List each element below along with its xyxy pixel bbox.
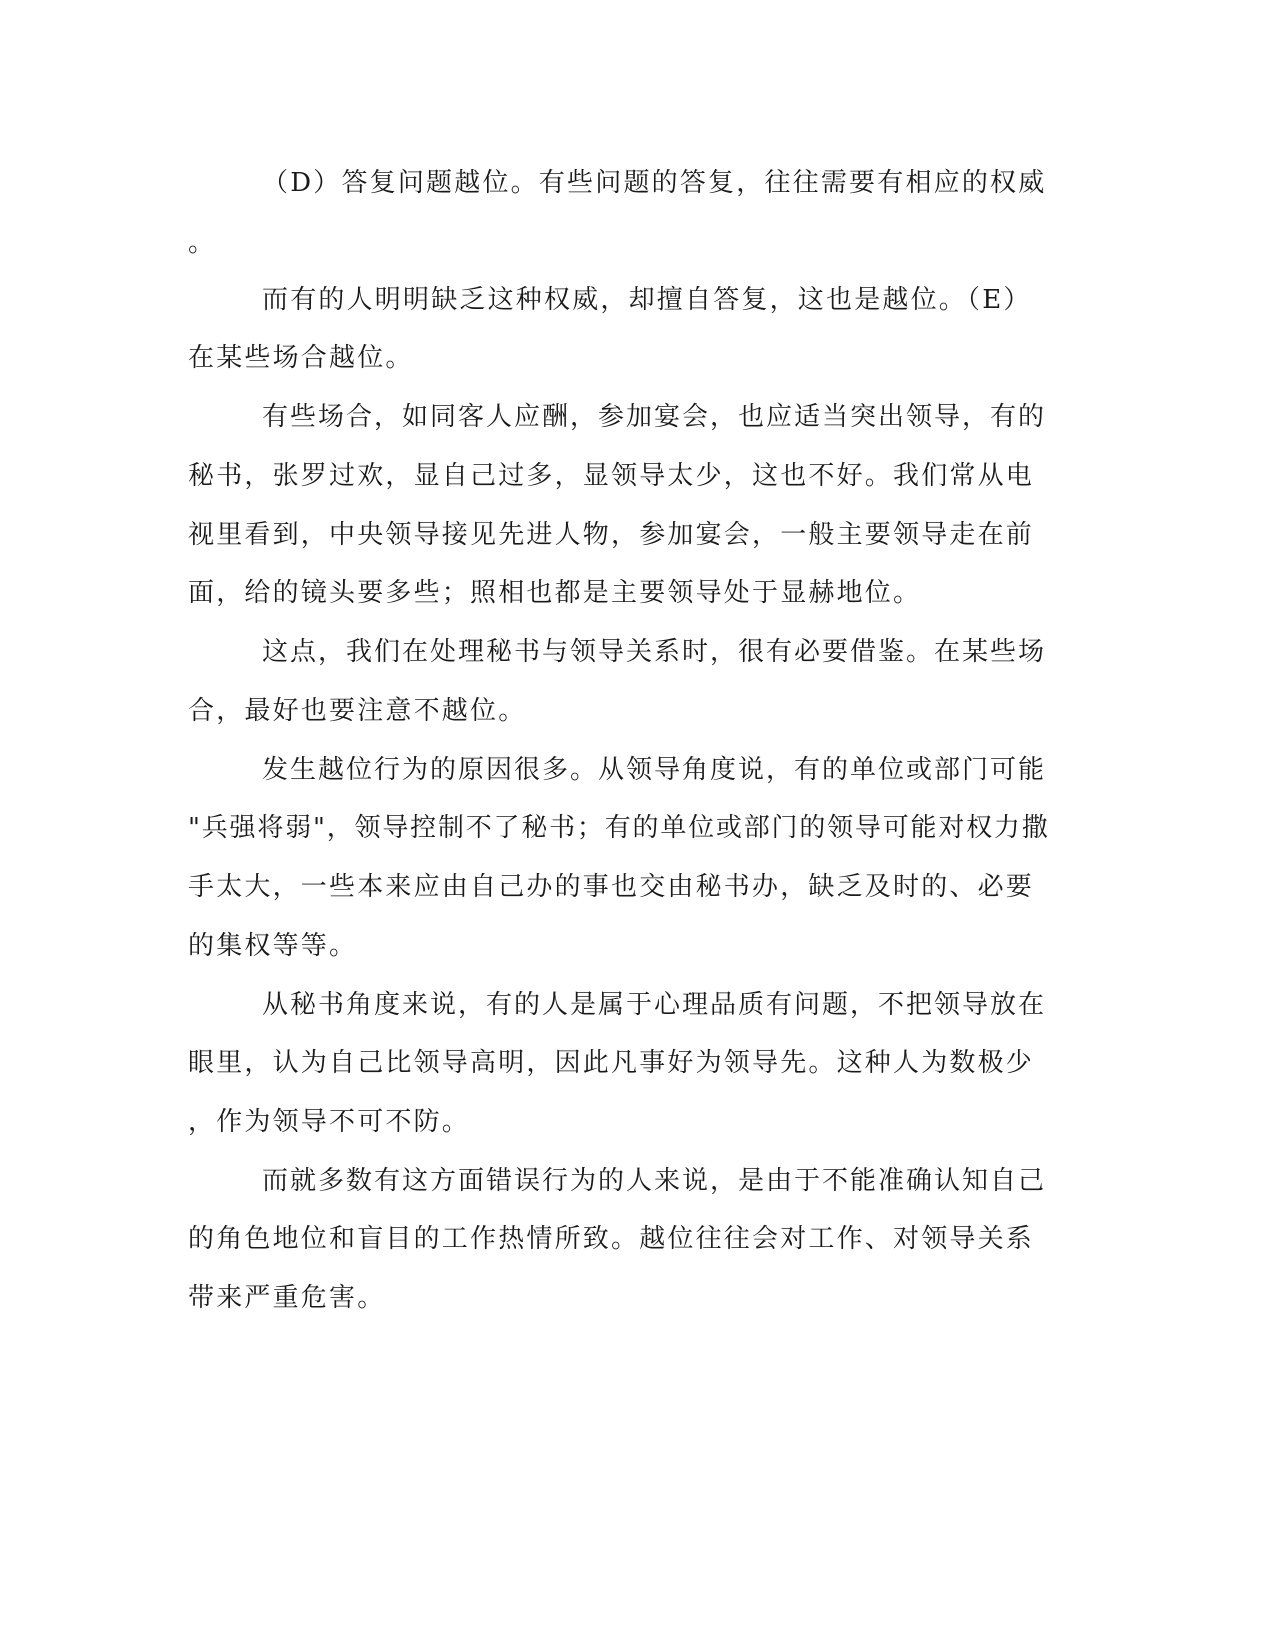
text-line-2: 。 xyxy=(188,228,217,258)
text-line-4: 在某些场合越位。 xyxy=(188,343,414,373)
text-line-6: 秘书，张罗过欢，显自己过多，显领导太少，这也不好。我们常从电 xyxy=(188,461,1035,491)
text-line-16: 眼里，认为自己比领导高明，因此凡事好为领导先。这种人为数极少 xyxy=(188,1048,1035,1078)
text-line-17: ，作为领导不可不防。 xyxy=(188,1107,471,1137)
text-line-18: 而就多数有这方面错误行为的人来说，是由于不能准确认知自己 xyxy=(262,1166,1047,1196)
text-line-15: 从秘书角度来说，有的人是属于心理品质有问题，不把领导放在 xyxy=(262,990,1047,1020)
text-line-9: 这点，我们在处理秘书与领导关系时，很有必要借鉴。在某些场 xyxy=(262,637,1047,667)
text-line-11: 发生越位行为的原因很多。从领导角度说，有的单位或部门可能 xyxy=(262,755,1047,785)
text-line-1: （D）答复问题越位。有些问题的答复，往往需要有相应的权威 xyxy=(262,168,1047,198)
text-line-3: 而有的人明明缺乏这种权威，却擅自答复，这也是越位。（E） xyxy=(262,285,1032,315)
text-line-13: 手太大，一些本来应由自己办的事也交由秘书办，缺乏及时的、必要 xyxy=(188,872,1035,902)
text-line-14: 的集权等等。 xyxy=(188,931,358,961)
text-line-10: 合，最好也要注意不越位。 xyxy=(188,696,527,726)
text-line-12: "兵强将弱"，领导控制不了秘书；有的单位或部门的领导可能对权力撒 xyxy=(188,813,1050,843)
text-line-7: 视里看到，中央领导接见先进人物，参加宴会，一般主要领导走在前 xyxy=(188,520,1035,550)
text-line-19: 的角色地位和盲目的工作热情所致。越位往往会对工作、对领导关系 xyxy=(188,1224,1035,1254)
text-line-5: 有些场合，如同客人应酬，参加宴会，也应适当突出领导，有的 xyxy=(262,402,1047,432)
text-line-20: 带来严重危害。 xyxy=(188,1283,386,1313)
text-line-8: 面，给的镜头要多些；照相也都是主要领导处于显赫地位。 xyxy=(188,578,922,608)
